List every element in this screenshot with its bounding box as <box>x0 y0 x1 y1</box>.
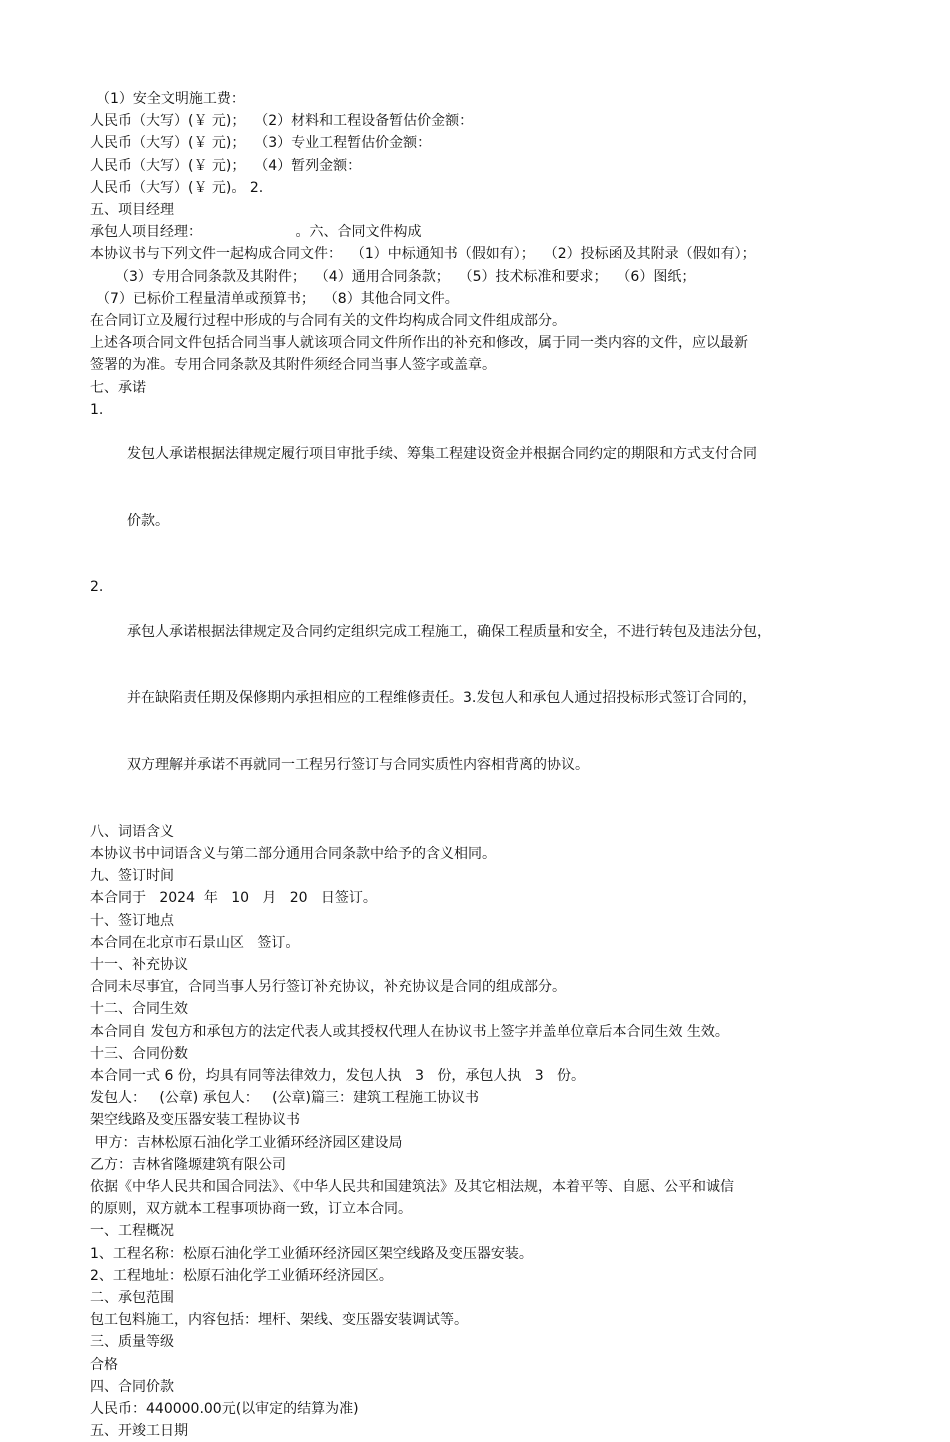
section-heading: 五、项目经理 <box>90 202 174 219</box>
section-heading: 九、签订时间 <box>90 868 174 885</box>
text-line: 人民币（大写）(￥ 元)； （4）暂列金额： <box>90 157 362 174</box>
list-text: 发包人承诺根据法律规定履行项目审批手续、筹集工程建设资金并根据合同约定的期限和方式支付合同 <box>127 446 757 463</box>
text-line: 签署的为准。专用合同条款及其附件须经合同当事人签字或盖章。 <box>90 357 496 374</box>
section-heading: 五、开竣工日期 <box>90 1423 188 1440</box>
promise-item-2 <box>90 576 880 820</box>
text-line: 承包人项目经理： 。六、合同文件构成 <box>90 224 422 241</box>
text-line: 本协议书与下列文件一起构成合同文件： （1）中标通知书（假如有）； （2）投标函及其附录（假如有）； <box>90 246 756 263</box>
text-line: 本协议书中词语含义与第二部分通用合同条款中给予的含义相同。 <box>90 845 496 862</box>
section-heading: 七、承诺 <box>90 379 146 396</box>
text-line: 合格 <box>90 1356 118 1373</box>
text-line: 上述各项合同文件包括合同当事人就该项合同文件所作出的补充和修改，属于同一类内容的文件，应以最新 <box>90 335 748 352</box>
section-heading: 一、工程概况 <box>90 1223 174 1240</box>
section-heading: 八、词语含义 <box>90 823 174 840</box>
list-text: 并在缺陷责任期及保修期内承担相应的工程维修责任。3.发包人和承包人通过招投标形式签订合同的， <box>127 690 757 707</box>
text-line: 本合同在北京市石景山区 签订。 <box>90 934 300 951</box>
text-line: 本合同自 发包方和承包方的法定代表人或其授权代理人在协议书上签字并盖单位章后本合同生效 生效。 <box>90 1023 729 1040</box>
text-line: 包工包料施工，内容包括：埋杆、架线、变压器安装调试等。 <box>90 1312 468 1329</box>
text-line: 合同未尽事宜，合同当事人另行签订补充协议，补充协议是合同的组成部分。 <box>90 979 566 996</box>
section-heading: 十三、合同份数 <box>90 1045 188 1062</box>
list-text: 承包人承诺根据法律规定及合同约定组织完成工程施工，确保工程质量和安全，不进行转包及违法分包， <box>127 623 771 640</box>
section-heading: 十、签订地点 <box>90 912 174 929</box>
text-line: 本合同于 2024 年 10 月 20 日签订。 <box>90 890 377 907</box>
contract-price: 人民币：440000.00元(以审定的结算为准) <box>90 1400 359 1417</box>
document-title: 架空线路及变压器安装工程协议书 <box>90 1112 300 1129</box>
section-heading: 十二、合同生效 <box>90 1001 188 1018</box>
party-a: 甲方：吉林松原石油化学工业循环经济园区建设局 <box>90 1134 403 1151</box>
document-page <box>90 88 880 1442</box>
text-line: 发包人： (公章) 承包人： (公章)篇三：建筑工程施工协议书 <box>90 1090 479 1107</box>
text-line: 的原则，双方就本工程事项协商一致，订立本合同。 <box>90 1201 412 1218</box>
section-heading: 十一、补充协议 <box>90 956 188 973</box>
text-line: （7）已标价工程量清单或预算书； （8）其他合同文件。 <box>96 290 459 307</box>
text-line: 在合同订立及履行过程中形成的与合同有关的文件均构成合同文件组成部分。 <box>90 313 566 330</box>
text-line: 人民币（大写）(￥ 元)； （2）材料和工程设备暂估价金额： <box>90 113 474 130</box>
text-line: 人民币（大写）(￥ 元)； （3）专业工程暂估价金额： <box>90 135 432 152</box>
text-line: （1）安全文明施工费： <box>96 91 245 107</box>
party-b: 乙方：吉林省隆塬建筑有限公司 <box>90 1156 286 1173</box>
text-line: 1、工程名称：松原石油化学工业循环经济园区架空线路及变压器安装。 <box>90 1245 533 1262</box>
text-line: 人民币（大写）(￥ 元)。 2. <box>90 179 264 196</box>
promise-item-1 <box>90 399 880 577</box>
list-number: 2. <box>90 579 104 596</box>
list-number: 1. <box>90 401 104 418</box>
section-heading: 四、合同价款 <box>90 1378 174 1395</box>
text-line: （3）专用合同条款及其附件； （4）通用合同条款； （5）技术标准和要求； （6）图纸； <box>115 268 696 285</box>
section-heading: 三、质量等级 <box>90 1334 174 1351</box>
text-line: 2、工程地址：松原石油化学工业循环经济园区。 <box>90 1267 393 1284</box>
list-text: 价款。 <box>127 512 169 529</box>
text-line: 本合同一式 6 份，均具有同等法律效力，发包人执 3 份，承包人执 3 份。 <box>90 1067 586 1084</box>
section-heading: 二、承包范围 <box>90 1289 174 1306</box>
list-text: 双方理解并承诺不再就同一工程另行签订与合同实质性内容相背离的协议。 <box>127 757 589 774</box>
text-line: 依据《中华人民共和国合同法》、《中华人民共和国建筑法》及其它相法规，本着平等、自愿、公平和诚信 <box>90 1178 734 1195</box>
